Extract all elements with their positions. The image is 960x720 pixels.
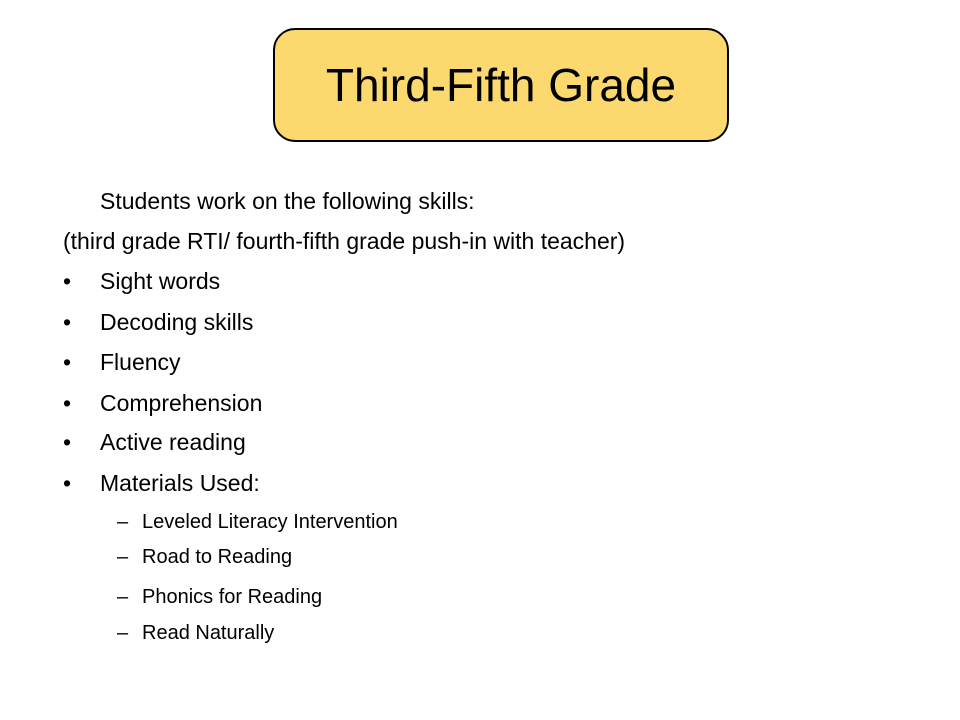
bullet-label: Decoding skills <box>100 309 254 335</box>
material-item <box>117 512 398 532</box>
bullet-item <box>63 351 181 374</box>
bullet-icon: • <box>63 429 72 455</box>
slide-title: Third-Fifth Grade <box>325 59 677 111</box>
bullet-icon: • <box>63 470 72 496</box>
material-label: Phonics for Reading <box>142 586 323 608</box>
dash-icon: – <box>117 622 129 644</box>
bullet-icon: • <box>63 349 72 375</box>
bullet-label: Active reading <box>100 429 246 455</box>
material-label: Read Naturally <box>142 622 275 644</box>
bullet-icon: • <box>63 268 72 294</box>
material-item <box>117 587 322 607</box>
dash-icon: – <box>117 546 129 568</box>
bullet-label: Materials Used: <box>100 470 260 496</box>
material-label: Leveled Literacy Intervention <box>142 511 398 533</box>
bullet-label: Fluency <box>100 349 181 375</box>
intro-line-2: (third grade RTI/ fourth-fifth grade push-in with teacher) <box>63 228 626 254</box>
material-item <box>117 547 292 567</box>
dash-icon: – <box>117 511 129 533</box>
bullet-item <box>63 392 262 415</box>
dash-icon: – <box>117 586 129 608</box>
title-box <box>273 28 729 142</box>
material-label: Road to Reading <box>142 546 293 568</box>
bullet-icon: • <box>63 390 72 416</box>
bullet-item <box>63 431 246 454</box>
bullet-item <box>63 472 260 495</box>
bullet-label: Comprehension <box>100 390 263 416</box>
intro-line-1: Students work on the following skills: <box>100 188 475 214</box>
bullet-icon: • <box>63 309 72 335</box>
bullet-item <box>63 270 220 293</box>
bullet-label: Sight words <box>100 268 221 294</box>
bullet-item <box>63 311 253 334</box>
material-item <box>117 623 274 643</box>
